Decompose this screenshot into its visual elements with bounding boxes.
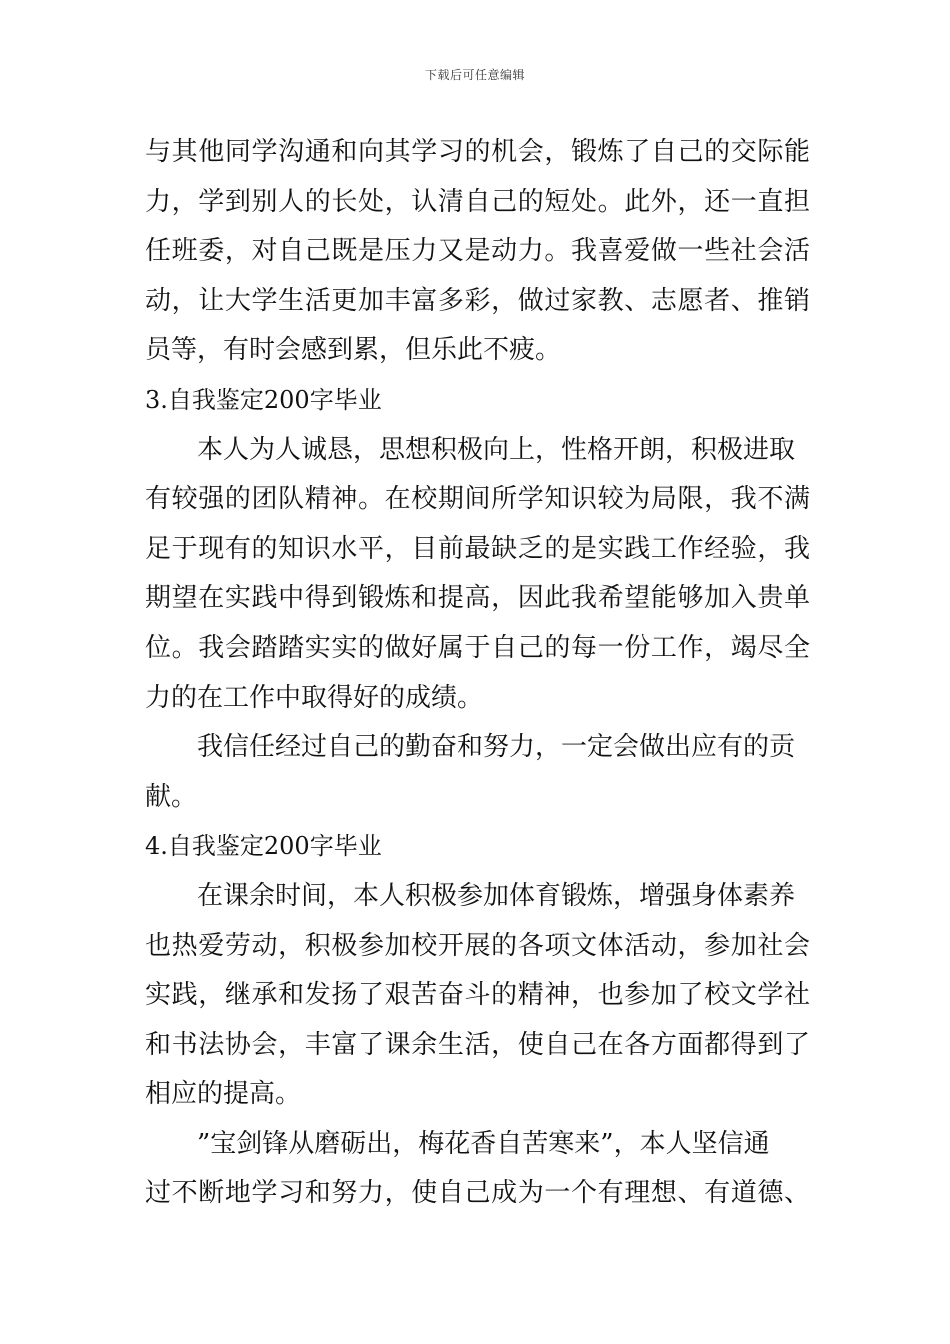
section-heading: 3.自我鉴定200字毕业 bbox=[145, 385, 382, 414]
document-body bbox=[145, 128, 810, 1219]
text-line: 实践，继承和发扬了艰苦奋斗的精神，也参加了校文学社 bbox=[145, 980, 810, 1011]
text-line: 足于现有的知识水平，目前最缺乏的是实践工作经验，我 bbox=[145, 533, 810, 564]
text-line: ”宝剑锋从磨砺出，梅花香自苦寒来”，本人坚信通 bbox=[197, 1128, 770, 1159]
text-line: 相应的提高。 bbox=[145, 1079, 302, 1110]
text-line: 力的在工作中取得好的成绩。 bbox=[145, 682, 484, 713]
text-line: 位。我会踏踏实实的做好属于自己的每一份工作，竭尽全 bbox=[145, 632, 810, 663]
text-line: 任班委，对自己既是压力又是动力。我喜爱做一些社会活 bbox=[145, 236, 810, 267]
text-line: 献。 bbox=[145, 781, 198, 812]
text-line: 本人为人诚恳，思想积极向上，性格开朗，积极进取 bbox=[197, 434, 796, 465]
header-note: 下载后可任意编辑 bbox=[424, 68, 525, 82]
text-line: 在课余时间，本人积极参加体育锻炼，增强身体素养 bbox=[197, 880, 796, 911]
text-line: 我信任经过自己的勤奋和努力，一定会做出应有的贡 bbox=[197, 732, 796, 763]
text-line: 过不断地学习和努力，使自己成为一个有理想、有道德、 bbox=[145, 1178, 810, 1209]
section-heading: 4.自我鉴定200字毕业 bbox=[145, 832, 382, 861]
text-line: 动，让大学生活更加丰富多彩，做过家教、志愿者、推销 bbox=[145, 285, 810, 316]
text-line: 和书法协会，丰富了课余生活，使自己在各方面都得到了 bbox=[145, 1029, 810, 1060]
text-line: 员等，有时会感到累，但乐此不疲。 bbox=[145, 335, 562, 366]
text-line: 期望在实践中得到锻炼和提高，因此我希望能够加入贵单 bbox=[145, 583, 810, 614]
text-line: 与其他同学沟通和向其学习的机会，锻炼了自己的交际能 bbox=[145, 137, 810, 167]
text-line: 力，学到别人的长处，认清自己的短处。此外，还一直担 bbox=[145, 186, 810, 217]
text-line: 也热爱劳动，积极参加校开展的各项文体活动，参加社会 bbox=[145, 930, 810, 961]
text-line: 有较强的团队精神。在校期间所学知识较为局限，我不满 bbox=[145, 484, 810, 515]
